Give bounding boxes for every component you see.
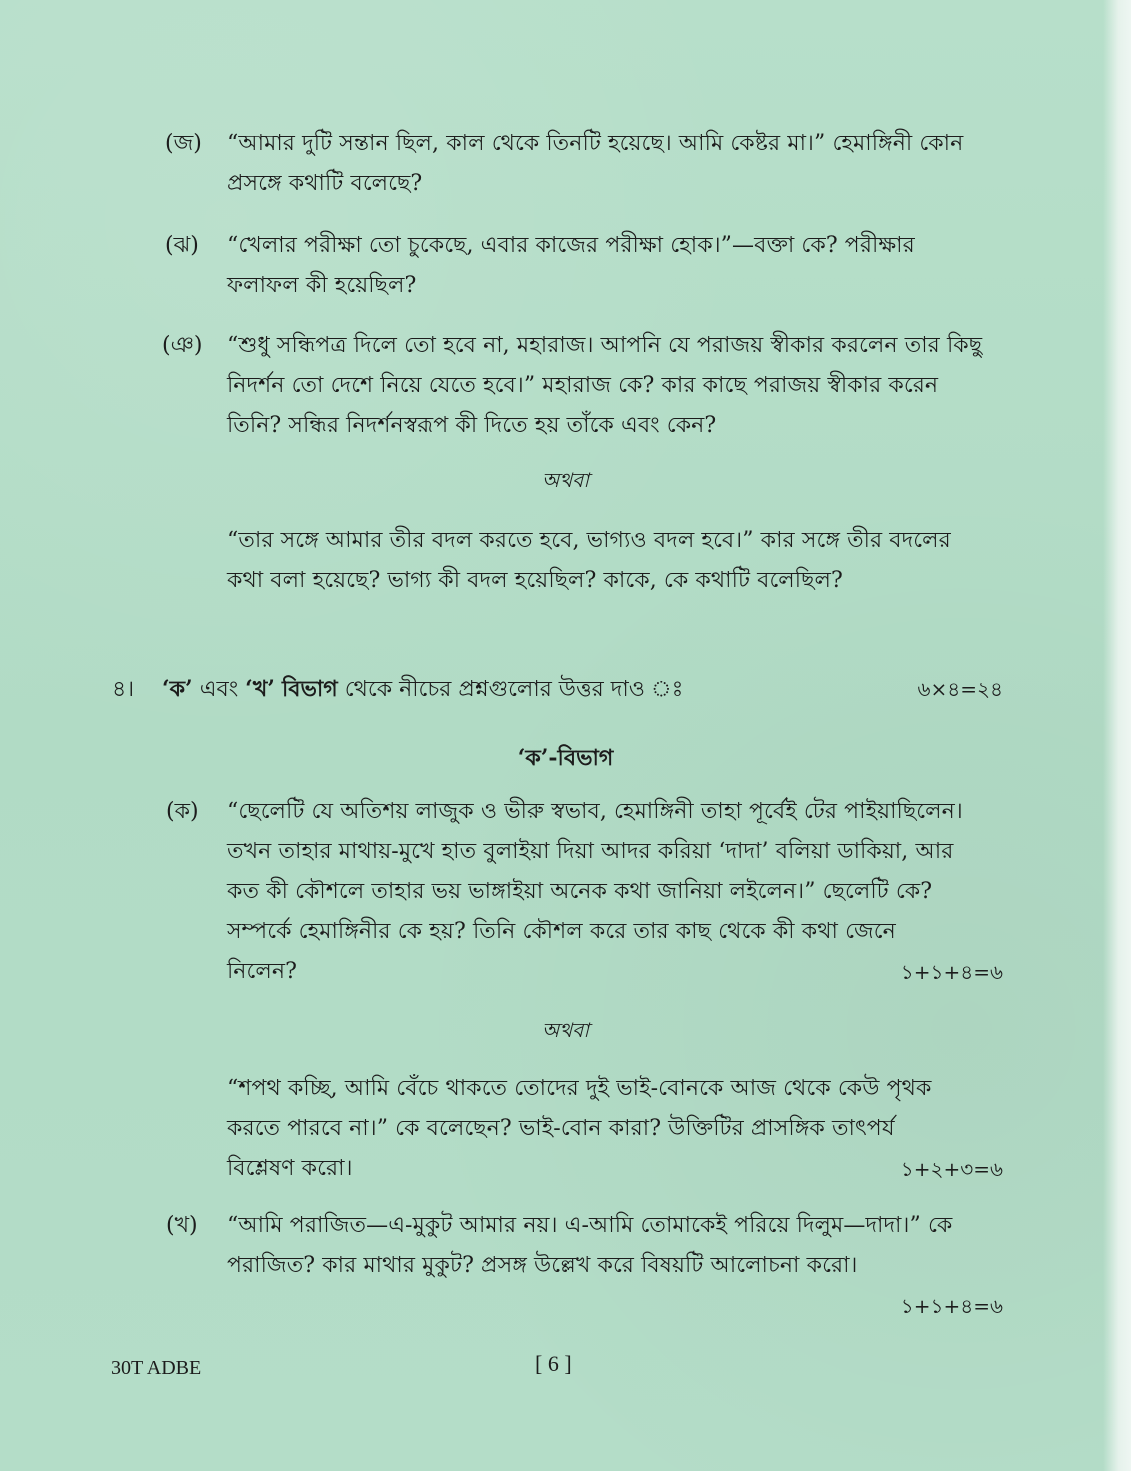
alternative-2-line-3: বিশ্লেষণ করো।: [227, 1156, 353, 1181]
question-4-part-2: এবং: [199, 677, 239, 702]
question-4-part-3: ‘খ’: [245, 676, 275, 702]
question-nya-line-3: তিনি? সন্ধির নিদর্শনস্বরূপ কী দিতে হয় তাঁকে এবং কেন?: [227, 413, 717, 438]
alternative-2-marks: ১+২+৩=৬: [900, 1157, 1003, 1181]
or-divider-1: অথবা: [541, 468, 590, 492]
question-ka-label: (ক): [166, 799, 199, 824]
question-jha-line-1: “খেলার পরীক্ষা তো চুকেছে, এবার কাজের পরীক্ষা হোক।”—বক্তা কে? পরীক্ষার: [227, 233, 915, 258]
section-ka-title: ‘ক’-বিভাগ: [517, 745, 614, 771]
question-j-line-2: প্রসঙ্গে কথাটি বলেছে?: [227, 171, 423, 196]
question-nya-text: [227, 326, 1017, 446]
question-j-label: (জ): [165, 131, 202, 156]
question-nya-label: (ঞ): [162, 333, 203, 358]
alternative-2-line-1: “শপথ কচ্ছি, আমি বেঁচে থাকতে তোদের দুই ভাই-বোনকে আজ থেকে কেউ পৃথক: [227, 1076, 932, 1101]
question-jha-text: [227, 226, 1017, 306]
alternative-1-text: [227, 521, 1017, 601]
question-j-line-1: “আমার দুটি সন্তান ছিল, কাল থেকে তিনটি হয়েছে। আমি কেষ্টর মা।” হেমাঙ্গিনী কোন: [227, 131, 964, 156]
alternative-2-text: [227, 1069, 1017, 1189]
question-ka-line-5: নিলেন?: [227, 959, 297, 984]
question-nya-line-1: “শুধু সন্ধিপত্র দিলে তো হবে না, মহারাজ। আপনি যে পরাজয় স্বীকার করলেন তার কিছু: [227, 333, 983, 358]
question-4-part-1: ‘ক’: [162, 676, 193, 702]
question-ka-marks: ১+১+৪=৬: [900, 960, 1003, 984]
question-ka-line-1: “ছেলেটি যে অতিশয় লাজুক ও ভীরু স্বভাব, হেমাঙ্গিনী তাহা পূর্বেই টের পাইয়াছিলেন।: [227, 799, 963, 824]
alternative-1-line-2: কথা বলা হয়েছে? ভাগ্য কী বদল হয়েছিল? কাকে, কে কথাটি বলেছিল?: [227, 568, 843, 593]
question-4-part-4: বিভাগ: [281, 676, 338, 702]
question-nya-line-2: নিদর্শন তো দেশে নিয়ে যেতে হবে।” মহারাজ কে? কার কাছে পরাজয় স্বীকার করেন: [227, 373, 939, 398]
question-kha-line-1: “আমি পরাজিত—এ-মুকুট আমার নয়। এ-আমি তোমাকেই পরিয়ে দিলুম—দাদা।” কে: [227, 1213, 953, 1238]
question-jha-label: (ঝ): [165, 233, 199, 258]
question-kha-text: [227, 1206, 1017, 1286]
question-jha-line-2: ফলাফল কী হয়েছিল?: [227, 273, 417, 298]
question-ka-line-3: কত কী কৌশলে তাহার ভয় ভাঙ্গাইয়া অনেক কথা জানিয়া লইলেন।” ছেলেটি কে?: [227, 879, 933, 904]
question-kha-marks: ১+১+৪=৬: [900, 1294, 1003, 1318]
question-j-text: [227, 124, 1017, 204]
question-ka-line-4: সম্পর্কে হেমাঙ্গিনীর কে হয়? তিনি কৌশল করে তার কাছ থেকে কী কথা জেনে: [227, 919, 896, 944]
alternative-2-line-2: করতে পারবে না।” কে বলেছেন? ভাই-বোন কারা? উক্তিটির প্রাসঙ্গিক তাৎপর্য: [227, 1116, 895, 1141]
exam-code: 30T ADBE: [111, 1357, 202, 1379]
question-kha-label: (খ): [166, 1213, 198, 1238]
paper-edge: [1103, 0, 1131, 1471]
question-4-instruction: [112, 669, 683, 710]
question-4-part-5: থেকে নীচের প্রশ্নগুলোর উত্তর দাও ঃ: [344, 677, 684, 702]
page-number: [ 6 ]: [535, 1351, 572, 1376]
alternative-1-line-1: “তার সঙ্গে আমার তীর বদল করতে হবে, ভাগ্যও বদল হবে।” কার সঙ্গে তীর বদলের: [227, 528, 951, 553]
question-4-number: ৪।: [112, 677, 135, 702]
question-ka-line-2: তখন তাহার মাথায়-মুখে হাত বুলাইয়া দিয়া আদর করিয়া ‘দাদা’ বলিয়া ডাকিয়া, আর: [227, 839, 954, 864]
or-divider-2: অথবা: [541, 1018, 590, 1042]
question-ka-text: [227, 792, 1017, 992]
question-4-marks: ৬×৪=২৪: [917, 677, 1003, 701]
question-kha-line-2: পরাজিত? কার মাথার মুকুট? প্রসঙ্গ উল্লেখ করে বিষয়টি আলোচনা করো।: [227, 1253, 858, 1278]
